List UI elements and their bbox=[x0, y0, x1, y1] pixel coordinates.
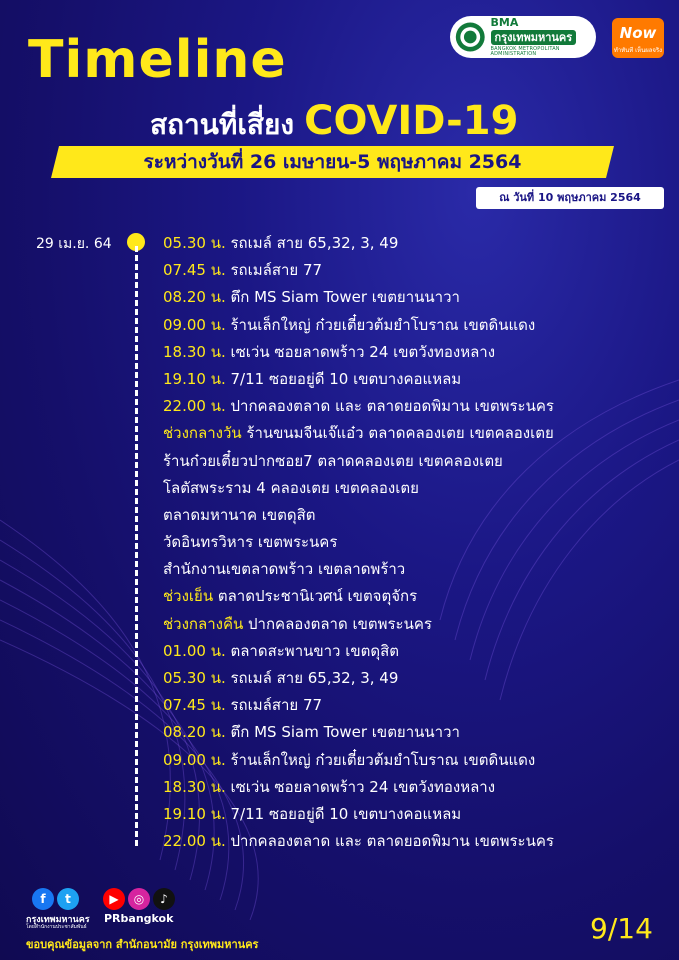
entry-text: ปากคลองตลาด และ ตลาดยอดพิมาน เขตพระนคร bbox=[225, 832, 554, 851]
page-number: 9/14 bbox=[590, 912, 653, 945]
timeline-entry bbox=[163, 774, 554, 801]
entry-text: ร้านก๋วยเตี๋ยวปากซอย7 ตลาดคลองเตย เขตคลองเตย bbox=[163, 451, 503, 470]
twitter-icon[interactable]: t bbox=[57, 888, 79, 910]
entry-text: โลตัสพระราม 4 คลองเตย เขตคลองเตย bbox=[163, 478, 419, 497]
entry-time: ช่วงกลางคืน bbox=[163, 614, 244, 633]
social-icons-left bbox=[32, 888, 82, 910]
entry-time: 07.45 น. bbox=[163, 696, 226, 715]
page-title: Timeline bbox=[28, 30, 287, 90]
bma-abbr: BMA bbox=[490, 16, 519, 29]
entry-text: ปากคลองตลาด และ ตลาดยอดพิมาน เขตพระนคร bbox=[225, 397, 554, 416]
entry-text: 7/11 ซอยอยู่ดี 10 เขตบางคอแหลม bbox=[225, 804, 462, 823]
entry-time: ช่วงเย็น bbox=[163, 587, 214, 606]
entry-text: รถเมล์สาย 77 bbox=[225, 696, 323, 715]
subtitle-covid: COVID-19 bbox=[304, 98, 519, 144]
now-logo bbox=[612, 18, 664, 58]
timeline-entry bbox=[163, 448, 554, 475]
entry-text: ตลาดสะพานขาว เขตดุสิต bbox=[225, 641, 400, 660]
entry-text: รถเมล์ สาย 65,32, 3, 49 bbox=[225, 669, 399, 687]
as-of-text: ณ วันที่ 10 พฤษภาคม 2564 bbox=[499, 191, 641, 204]
timeline-entry bbox=[163, 665, 554, 692]
entry-time: 22.00 น. bbox=[163, 832, 226, 851]
entry-text: ร้านเล็กใหญ่ ก๋วยเตี๋ยวต้มยำโบราณ เขตดินแดง bbox=[225, 750, 536, 769]
entry-time: 05.30 น. bbox=[163, 669, 226, 687]
timeline-entry bbox=[163, 801, 554, 828]
entry-time: 01.00 น. bbox=[163, 641, 226, 660]
entry-text: ตึก MS Siam Tower เขตยานนาวา bbox=[225, 288, 460, 307]
timeline-entry bbox=[163, 719, 554, 746]
entry-text: รถเมล์ สาย 65,32, 3, 49 bbox=[225, 234, 399, 252]
as-of-badge bbox=[476, 187, 664, 209]
timeline-entry bbox=[163, 420, 554, 447]
bma-en: BANGKOK METROPOLITAN ADMINISTRATION bbox=[490, 46, 560, 57]
timeline-entry bbox=[163, 230, 554, 257]
entry-text: รถเมล์สาย 77 bbox=[225, 261, 323, 280]
entry-text: ร้านเล็กใหญ่ ก๋วยเตี๋ยวต้มยำโบราณ เขตดินแดง bbox=[225, 315, 536, 334]
entry-time: 19.10 น. bbox=[163, 369, 226, 388]
now-logo-text: Now bbox=[619, 24, 657, 42]
subtitle-thai: สถานที่เสี่ยง bbox=[150, 108, 295, 141]
social-icons-right bbox=[103, 888, 178, 910]
timeline-line bbox=[135, 246, 138, 846]
timeline-entry bbox=[163, 638, 554, 665]
entry-text: ตึก MS Siam Tower เขตยานนาวา bbox=[225, 723, 460, 742]
bma-texts bbox=[491, 17, 597, 57]
now-logo-sub: ทำทันที เห็นผลจริง bbox=[613, 47, 663, 54]
entry-time: 08.20 น. bbox=[163, 723, 226, 742]
entry-text: 7/11 ซอยอยู่ดี 10 เขตบางคอแหลม bbox=[225, 369, 462, 388]
timeline-entry bbox=[163, 828, 554, 855]
footer-org-label: กรุงเทพมหานคร bbox=[26, 915, 90, 925]
entry-time: 07.45 น. bbox=[163, 261, 226, 280]
entry-text: เซเว่น ซอยลาดพร้าว 24 เขตวังทองหลาง bbox=[225, 777, 496, 796]
entry-text: เซเว่น ซอยลาดพร้าว 24 เขตวังทองหลาง bbox=[225, 342, 496, 361]
timeline-entry bbox=[163, 583, 554, 610]
timeline-entry bbox=[163, 475, 554, 502]
header bbox=[0, 0, 679, 204]
timeline-entries bbox=[163, 230, 554, 855]
bma-seal-icon bbox=[454, 19, 487, 55]
timeline-entry bbox=[163, 366, 554, 393]
entry-time: 05.30 น. bbox=[163, 234, 226, 252]
timeline-entry bbox=[163, 312, 554, 339]
footer-org-sub: โดยสำนักงานประชาสัมพันธ์ bbox=[26, 924, 87, 930]
entry-text: สำนักงานเขตลาดพร้าว เขตลาดพร้าว bbox=[163, 560, 406, 579]
entry-time: 09.00 น. bbox=[163, 750, 226, 769]
timeline-entry bbox=[163, 747, 554, 774]
entry-time: 19.10 น. bbox=[163, 804, 226, 823]
bma-thai: กรุงเทพมหานคร bbox=[491, 30, 577, 45]
entry-text: วัดอินทรวิหาร เขตพระนคร bbox=[163, 533, 338, 552]
entry-time: 18.30 น. bbox=[163, 777, 226, 796]
timeline-entry bbox=[163, 393, 554, 420]
entry-text: ตลาดมหานาค เขตดุสิต bbox=[163, 505, 316, 524]
instagram-icon[interactable]: ◎ bbox=[128, 888, 150, 910]
entry-time: 18.30 น. bbox=[163, 342, 226, 361]
timeline-date: 29 เม.ย. 64 bbox=[36, 236, 112, 252]
timeline-entry bbox=[163, 284, 554, 311]
entry-time: 22.00 น. bbox=[163, 397, 226, 416]
facebook-icon[interactable]: f bbox=[32, 888, 54, 910]
tiktok-icon[interactable]: ♪ bbox=[153, 888, 175, 910]
entry-time: 09.00 น. bbox=[163, 315, 226, 334]
entry-text: ร้านขนมจีนเจ๊แอ๋ว ตลาดคลองเตย เขตคลองเตย bbox=[241, 424, 554, 443]
timeline-entry bbox=[163, 556, 554, 583]
date-range-text: ระหว่างวันที่ 26 เมษายน-5 พฤษภาคม 2564 bbox=[143, 151, 522, 173]
footer-credit: ขอบคุณข้อมูลจาก สำนักอนามัย กรุงเทพมหานคร bbox=[26, 938, 259, 951]
timeline-entry bbox=[163, 529, 554, 556]
timeline-entry bbox=[163, 692, 554, 719]
timeline-entry bbox=[163, 257, 554, 284]
youtube-icon[interactable]: ▶ bbox=[103, 888, 125, 910]
subtitle bbox=[150, 98, 518, 147]
timeline-entry bbox=[163, 339, 554, 366]
footer-pr-handle[interactable]: PRbangkok bbox=[104, 912, 174, 925]
entry-time: 08.20 น. bbox=[163, 288, 226, 307]
bma-logo bbox=[450, 16, 596, 58]
timeline-entry bbox=[163, 611, 554, 638]
entry-text: ตลาดประชานิเวศน์ เขตจตุจักร bbox=[213, 587, 418, 606]
entry-text: ปากคลองตลาด เขตพระนคร bbox=[243, 614, 432, 633]
timeline-entry bbox=[163, 502, 554, 529]
entry-time: ช่วงกลางวัน bbox=[163, 424, 242, 443]
